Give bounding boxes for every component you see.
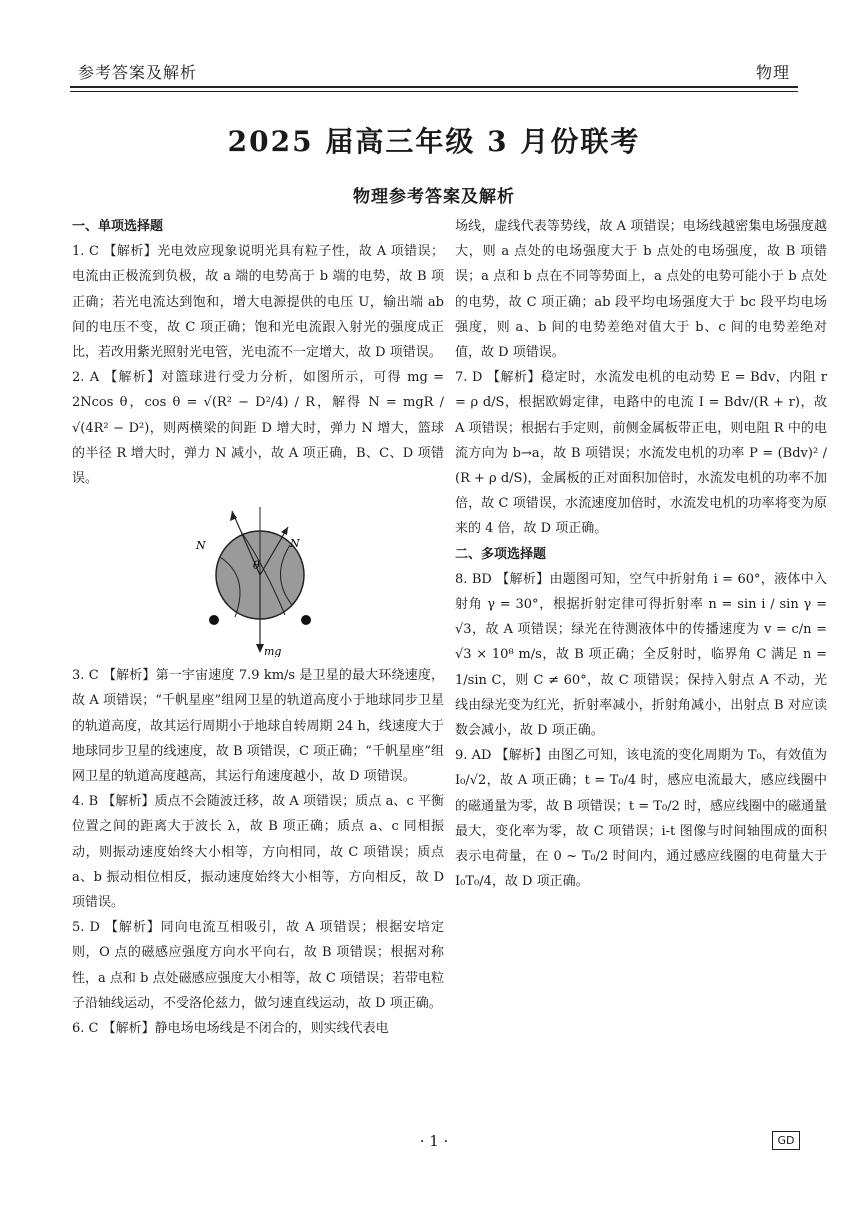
- answer-item-6-cont: 场线，虚线代表等势线，故 A 项错误；电场线越密集电场强度越大，则 a 点处的电场强度大于 b 点处的电场强度，故 B 项错误；a 点和 b 点在不同等势面上，a 点处的电势可能小于 b 点处的电势，故 C 项正确；ab 段平均电场强度大于 bc 段平均电场强度，则 a、b 间的电势差绝对值大于 b、c 间的电势差绝对值，故 D 项错误。: [455, 219, 827, 361]
- left-column: [72, 214, 444, 1041]
- basketball-force-diagram: [72, 497, 444, 657]
- beam-left: [209, 615, 219, 625]
- region-badge: GD: [772, 1131, 800, 1150]
- answer-item-7: 7. D 【解析】稳定时，水流发电机的电动势 E = Bdv，内阻 r = ρ d/S，根据欧姆定律，电路中的电流 I = Bdv/(R + r)，故 A 项错误；根据右手定则，前侧金属板带正电，则电阻 R 中的电流方向为 b→a，故 B 项错误；水流发电机的功率 P = (Bdv)² / (R + ρ d/S)，金属板的正对面积加倍时，水流发电机的功率不加倍，故 C 项错误，水流速度加倍时，水流发电机的功率将变为原来的 4 倍，故 D 项正确。: [455, 370, 827, 537]
- beam-right: [301, 615, 311, 625]
- force-diagram-svg: [190, 497, 330, 657]
- label-mg: mg: [264, 645, 282, 658]
- answer-item-6: 6. C 【解析】静电场电场线是不闭合的，则实线代表电: [72, 1021, 389, 1037]
- answer-item-3: 3. C 【解析】第一宇宙速度 7.9 km/s 是卫星的最大环绕速度，故 A 项错误；“千帆星座”组网卫星的轨道高度小于地球同步卫星的轨道高度，故其运行周期小于地球自转周期 24 h，线速度大于地球同步卫星的线速度，故 B 项错误，C 项正确；“千帆星座”组网卫星的轨道高度越高，其运行角速度越小，故 D 项错误。: [72, 668, 444, 785]
- label-n-left: N: [196, 539, 206, 553]
- answer-item-5: 5. D 【解析】同向电流互相吸引，故 A 项错误；根据安培定则，O 点的磁感应强度方向水平向右，故 B 项错误；根据对称性，a 点和 b 点处磁感应强度大小相等，故 C 项错误；若带电粒子沿轴线运动，不受洛伦兹力，做匀速直线运动，故 D 项正确。: [72, 920, 444, 1011]
- page-header: [70, 54, 798, 90]
- answer-item-9: 9. AD 【解析】由图乙可知，该电流的变化周期为 T₀，有效值为 I₀/√2，故 A 项正确；t = T₀/4 时，感应电流最大，感应线圈中的磁通量为零，故 B 项错误；t = T₀/2 时，感应线圈中的磁通量最大，变化率为零，故 C 项错误；i-t 图像与时间轴围成的面积表示电荷量，在 0 ~ T₀/2 时间内，通过感应线圈的电荷量大于 I₀T₀/4，故 D 项正确。: [455, 748, 827, 890]
- label-theta: θ: [253, 559, 260, 573]
- header-right: 物理: [755, 63, 790, 82]
- answer-item-8: 8. BD 【解析】由题图可知，空气中折射角 i = 60°，液体中入射角 γ = 30°，根据折射定律可得折射率 n = sin i / sin γ = √3，故 A 项错误；绿光在待测液体中的传播速度为 v = c/n = √3 × 10⁸ m/s，故 B 项正确；全反射时，临界角 C 满足 n = 1/sin C，则 C ≠ 60°，故 C 项错误；保持入射点 A 不动，光线由绿光变为红光，折射率减小，折射角减小，出射点 B 对应读数会减小，故 D 项正确。: [455, 571, 827, 739]
- arrowhead-down: [256, 644, 264, 653]
- label-n-right: N: [290, 537, 300, 551]
- page-subtitle: 物理参考答案及解析: [353, 187, 515, 207]
- answer-item-2: 2. A 【解析】对篮球进行受力分析，如图所示，可得 mg = 2Ncos θ，cos θ = √(R² − D²/4) / R，解得 N = mgR / √(4R² − D²)，则两横梁的间距 D 增大时，弹力 N 增大，篮球的半径 R 增大时，弹力 N 减小，故 A 项正确，B、C、D 项错误。: [72, 370, 444, 487]
- page-number: · 1 ·: [419, 1132, 449, 1150]
- section-heading-multi: 二、多项选择题: [455, 546, 547, 562]
- header-rule: [70, 86, 798, 88]
- answer-item-1: 1. C 【解析】光电效应现象说明光具有粒子性，故 A 项错误；电流由正极流到负极，故 a 端的电势高于 b 端的电势，故 B 项正确；若光电流达到饱和，增大电源提供的电压 U，输出端 ab 间的电压不变，故 C 项正确；饱和光电流跟入射光的强度成正比，若改用紫光照射光电管，光电流不一定增大，故 D 项错误。: [72, 244, 444, 361]
- header-rule-thin: [70, 91, 798, 92]
- right-column: [455, 214, 827, 894]
- header-left: 参考答案及解析: [78, 63, 198, 82]
- page-title: 2025 届高三年级 3 月份联考: [227, 125, 641, 158]
- answer-item-4: 4. B 【解析】质点不会随波迁移，故 A 项错误；质点 a、c 平衡位置之间的距离大于波长 λ，故 B 项正确；质点 a、c 同相振动，则振动速度始终大小相等，方向相同，故 C 项错误；质点 a、b 振动相位相反，振动速度始终大小相等，方向相反，故 D 项错误。: [72, 794, 444, 911]
- section-heading-single: 一、单项选择题: [72, 219, 164, 234]
